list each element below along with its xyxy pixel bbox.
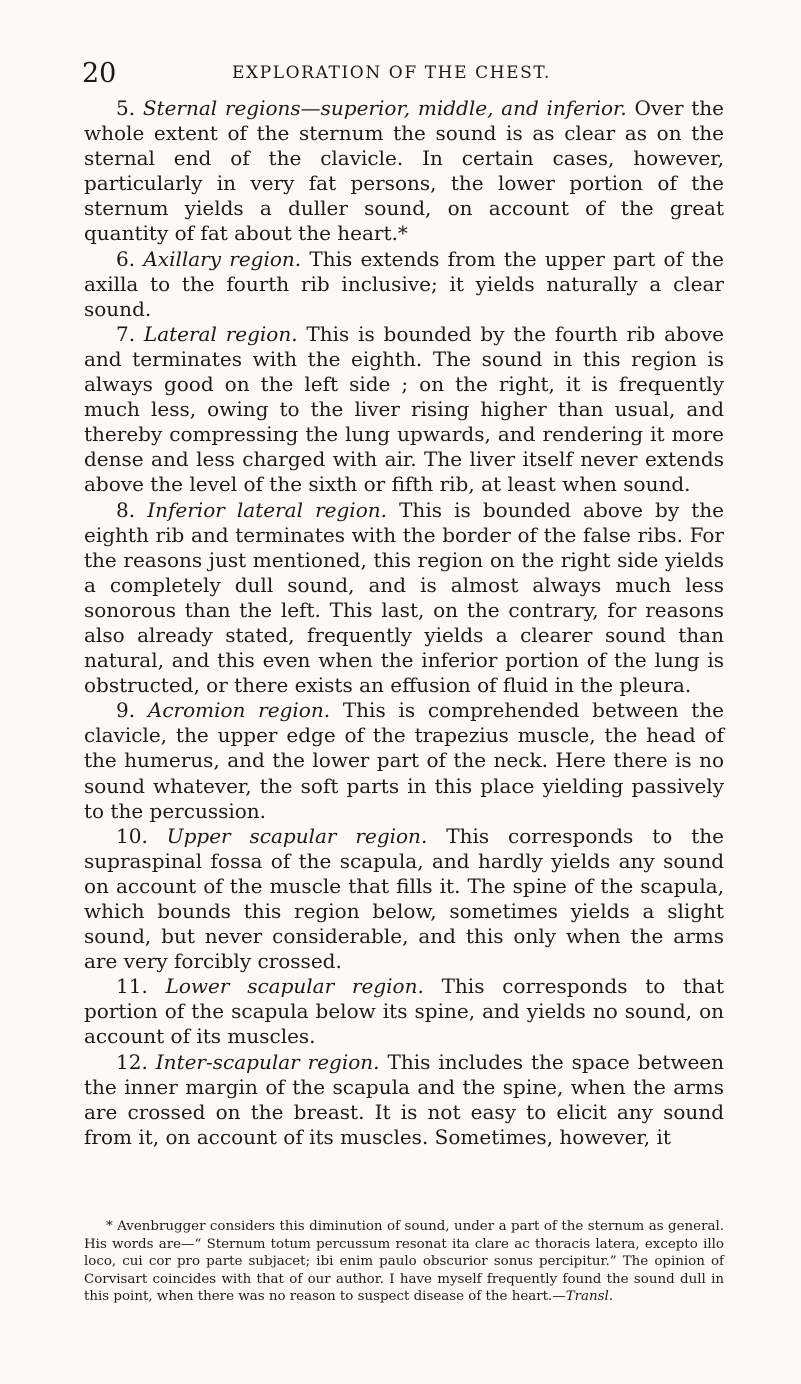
paragraph-heading: Sternal regions—superior, middle, and inferior. [142,96,627,120]
paragraph-body: This is bounded above by the eighth rib and terminates with the border of the false ribs. For the reasons just mentioned, this region on the right side yields a completely dull sound, and is almost always much less sonorous than the left. This last, on the contrary, for reasons also already stated, frequently yields a clearer sound than natural, and this even when the inferior portion of the lung is obstructed, or there exists an effusion of fluid in the pleura. [84,497,725,698]
paragraph-body: This is comprehended between the clavicle, the upper edge of the trapezius muscle, the head of the humerus, and the lower part of the neck. Here there is no sound whatever, the soft parts in this place yielding passively to the percussion. [84,698,725,823]
paragraph-number: 12. [116,1049,148,1074]
paragraph-heading: Inter-scapular region. [155,1049,380,1074]
footnote [84,1218,724,1306]
paragraph-upper-scapular-region [84,824,724,975]
paragraph-inter-scapular-region [84,1050,724,1150]
paragraph-body: This is bounded by the fourth rib above and terminates with the eighth. The sound in this region is always good on the left side ; on the right, it is frequently much less, owing to the liver rising higher than usual, and thereby compressing the lung upwards, and rendering it more dense and less charged with air. The liver itself never extends above the level of the sixth or fifth rib, at least when sound. [84,321,724,497]
running-head: EXPLORATION OF THE CHEST. [232,63,551,83]
paragraph-number: 11. [116,974,148,999]
paragraph-heading: Lateral region. [143,321,298,346]
paragraph-number: 7. [116,321,136,346]
footnote-signature: Transl. [565,1289,614,1305]
paragraph-number: 10. [116,823,148,848]
footnote-text: * Avenbrugger considers this diminution of sound, under a part of the sternum as general. His words are—“ Sternum totum percussum resonat ita clare ac thoracis latera, excepto illo loco, cui cor pro parte subjacet; ibi enim paulo obscurior sonus percipitur.” The opinion of Corvisart coincides with that of our author. I have myself frequently found the sound dull in this point, when there was no reason to suspect disease of the heart.— [84,1219,724,1305]
paragraph-body: This includes the space between the inner margin of the scapula and the spine, when the arms are crossed on the breast. It is not easy to elicit any sound from it, on account of its muscles. Sometimes, however, it [84,1049,724,1149]
body-text [84,96,724,1150]
paragraph-heading: Lower scapular region. [165,974,424,999]
paragraph-acromion-region [84,698,724,823]
paragraph-sternal-regions [84,96,724,247]
paragraph-number: 5. [116,96,136,120]
paragraph-inferior-lateral-region [84,498,724,699]
paragraph-heading: Acromion region. [147,698,331,723]
paragraph-lower-scapular-region [84,974,724,1049]
paragraph-body: This extends from the upper part of the axilla to the fourth rib inclusive; it yields naturally a clear sound. [84,246,724,321]
paragraph-heading: Axillary region. [143,246,302,271]
paragraph-body: Over the whole extent of the sternum the sound is as clear as on the sternal end of the clavicle. In certain cases, however, particularly in very fat persons, the lower portion of the sternum yields a duller sound, on account of the great quantity of fat about the heart.* [84,96,725,246]
paragraph-number: 8. [116,497,136,522]
paragraph-lateral-region [84,322,724,498]
page-header [82,58,722,90]
paragraph-heading: Upper scapular region. [166,823,428,848]
paragraph-body: This corresponds to that portion of the scapula below its spine, and yields no sound, on account of its muscles. [84,974,724,1049]
paragraph-axillary-region [84,247,724,322]
paragraph-number: 9. [116,698,136,723]
paragraph-number: 6. [116,246,136,271]
page-number: 20 [82,58,117,89]
paragraph-body: This corresponds to the supraspinal fossa of the scapula, and hardly yields any sound on account of the muscle that fills it. The spine of the scapula, which bounds this region below, sometimes yields a slight sound, but never considerable, and this only when the arms are very forcibly crossed. [84,823,725,974]
paragraph-heading: Inferior lateral region. [147,497,387,522]
